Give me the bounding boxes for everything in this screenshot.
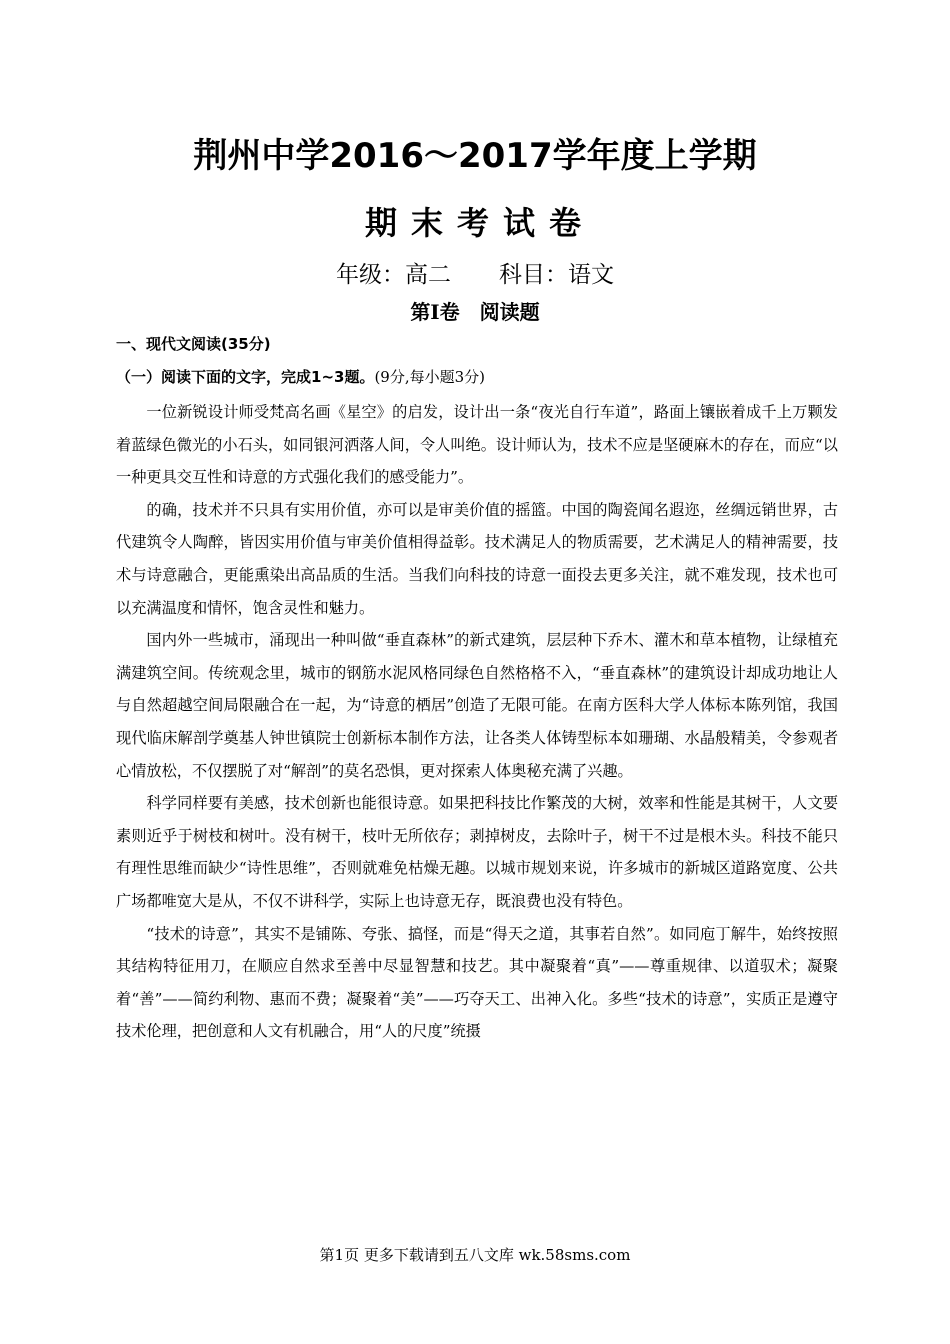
- volume-number: 第Ⅰ卷: [410, 300, 460, 324]
- passage-paragraph: 国内外一些城市，涌现出一种叫做“垂直森林”的新式建筑，层层种下乔木、灌木和草本植物，让绿植充满建筑空间。传统观念里，城市的钢筋水泥风格同绿色自然格格不入，“垂直森林”的建筑设计却成功地让人与自然超越空间局限融合在一起，为“诗意的栖居”创造了无限可能。在南方医科大学人体标本陈列馆，我国现代临床解剖学奠基人钟世镇院士创新标本制作方法，让各类人体铸型标本如珊瑚、水晶般精美，令参观者心情放松，不仅摆脱了对“解剖”的莫名恐惧，更对探索人体奥秘充满了兴趣。: [116, 631, 838, 780]
- grade-label: 年级：高二: [336, 262, 451, 288]
- page-footer: 第1页 更多下载请到五八文库 wk.58sms.com: [319, 1246, 631, 1264]
- subsection-heading: [116, 366, 485, 387]
- subsection-score-note: (9分,每小题3分): [374, 368, 486, 386]
- passage-paragraph: 科学同样要有美感，技术创新也能很诗意。如果把科技比作繁茂的大树，效率和性能是其树干，人文要素则近乎于树枝和树叶。没有树干，枝叶无所依存；剥掉树皮，去除叶子，树干不过是根木头。科技不能只有理性思维而缺少“诗性思维”，否则就难免枯燥无趣。以城市规划来说，许多城市的新城区道路宽度、公共广场都唯宽大是从，不仅不讲科学，实际上也诗意无存，既浪费也没有特色。: [116, 794, 838, 910]
- exam-subtitle: 期末考试卷: [364, 204, 595, 242]
- volume-name: 阅读题: [479, 300, 540, 324]
- subject-label: 科目：语文: [499, 262, 614, 288]
- passage-paragraph: 的确，技术并不只具有实用价值，亦可以是审美价值的摇篮。中国的陶瓷闻名遐迩，丝绸远销世界，古代建筑令人陶醉，皆因实用价值与审美价值相得益彰。技术满足人的物质需要，艺术满足人的精神需要，技术与诗意融合，更能熏染出高品质的生活。当我们向科技的诗意一面投去更多关注，就不难发现，技术也可以充满温度和情怀，饱含灵性和魅力。: [116, 500, 838, 617]
- reading-passage: [116, 396, 838, 1048]
- subsection-instruction: （一）阅读下面的文字，完成1~3题。: [116, 368, 375, 386]
- passage-paragraph: “技术的诗意”，其实不是铺陈、夸张、搞怪，而是“得天之道，其事若自然”。如同庖丁解牛，始终按照其结构特征用刀，在顺应自然求至善中尽显智慧和技艺。其中凝聚着“真”——尊重规律、以道驭术；凝聚着“善”——简约利物、惠而不费；凝聚着“美”——巧夺天工、出神入化。多些“技术的诗意”，实质正是遵守技术伦理，把创意和人文有机融合，用“人的尺度”统摄: [116, 924, 838, 1041]
- volume-heading: [0, 296, 950, 325]
- page-title: 荆州中学2016～2017学年度上学期: [193, 136, 757, 176]
- grade-subject-line: [0, 256, 950, 289]
- passage-paragraph: 一位新锐设计师受梵高名画《星空》的启发，设计出一条“夜光自行车道”，路面上镶嵌着成千上万颗发着蓝绿色微光的小石头，如同银河洒落人间，令人叫绝。设计师认为，技术不应是坚硬麻木的存在，而应“以一种更具交互性和诗意的方式强化我们的感受能力”。: [116, 403, 838, 487]
- section-heading: 一、现代文阅读(35分): [116, 335, 271, 353]
